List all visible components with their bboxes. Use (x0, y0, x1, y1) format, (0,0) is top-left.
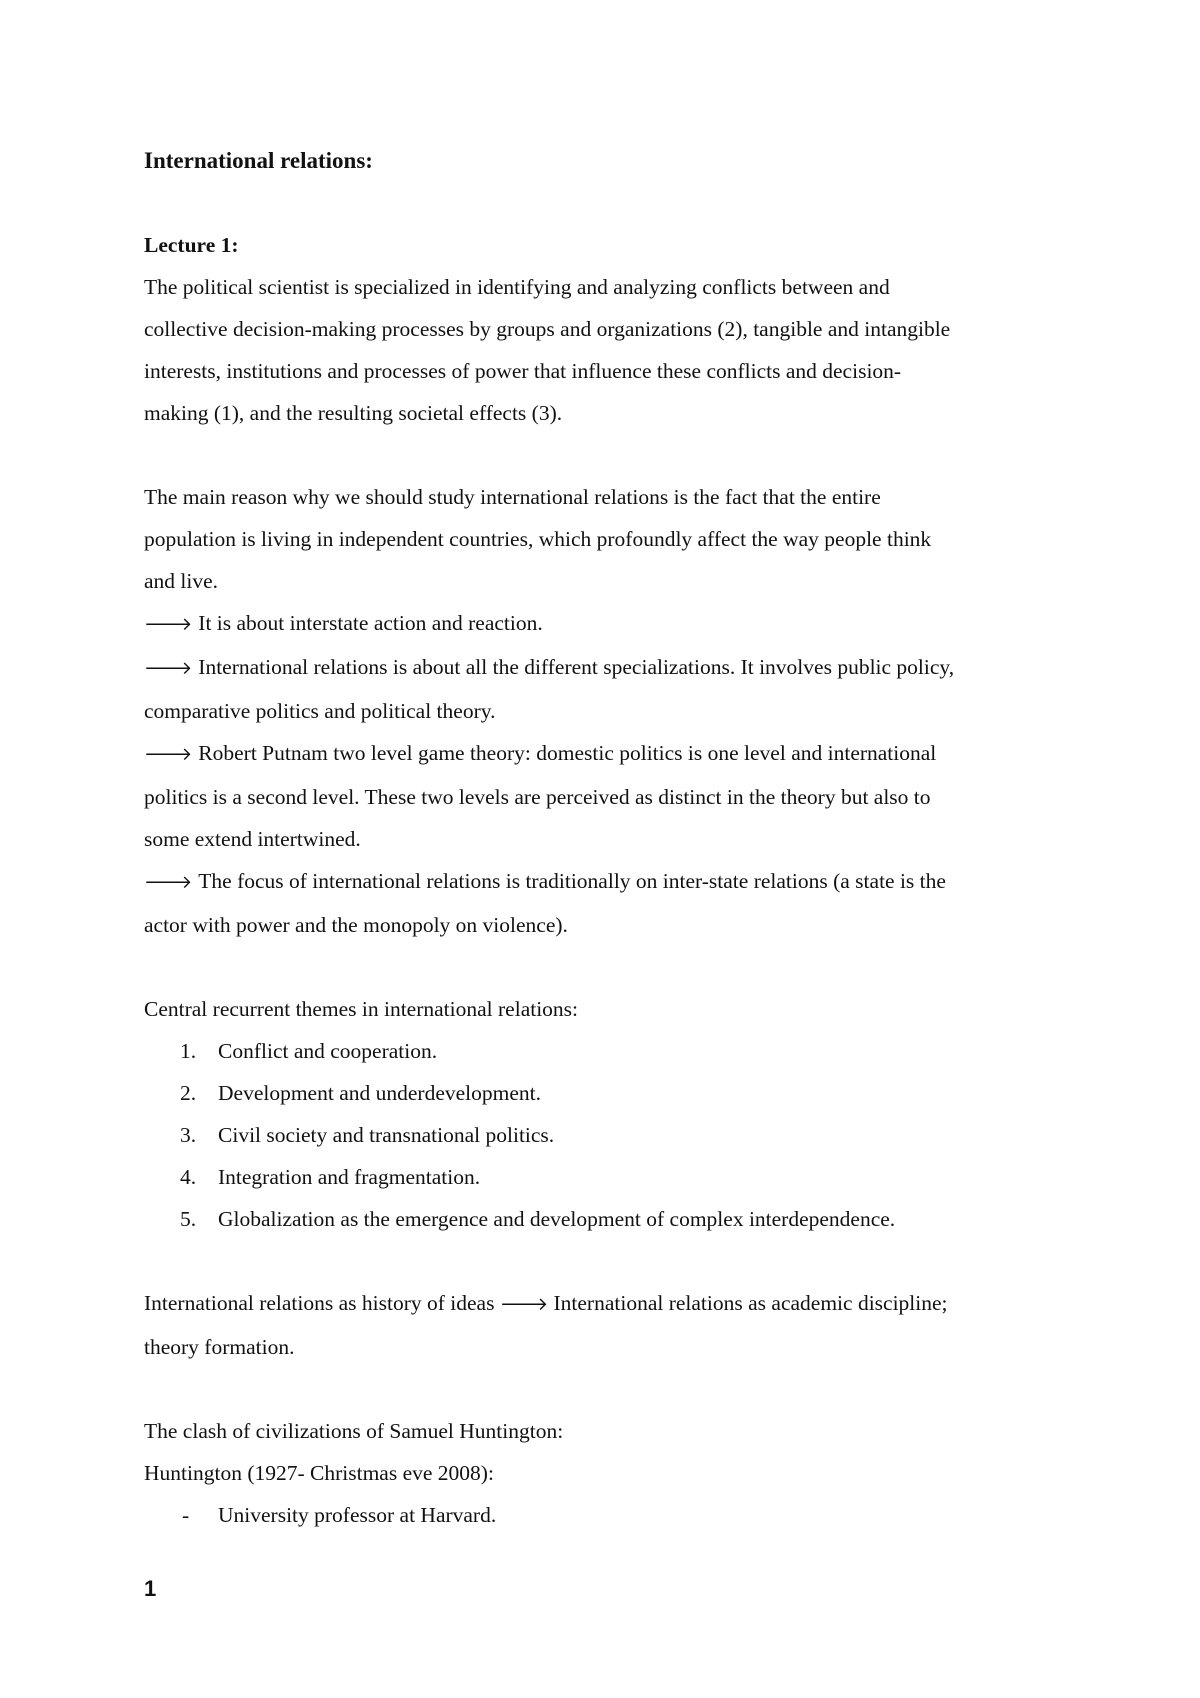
text-line: making (1), and the resulting societal effects (3). (144, 401, 563, 425)
list-item: 4. Integration and fragmentation. (180, 1165, 481, 1189)
lecture-heading: Lecture 1: (144, 233, 239, 257)
text-line: theory formation. (144, 1335, 295, 1359)
blank-line (144, 182, 1074, 224)
huntington-line: Huntington (1927- Christmas eve 2008): (144, 1461, 494, 1485)
text-line: International relations as history of ideas 🡒 International relations as academic discipline; (144, 1291, 948, 1315)
text-line: collective decision-making processes by groups and organizations (2), tangible and intangible (144, 317, 951, 341)
text-line: actor with power and the monopoly on violence). (144, 913, 568, 937)
list-item: 5. Globalization as the emergence and development of complex interdependence. (180, 1207, 896, 1231)
paragraph-history-of-ideas (144, 1282, 1074, 1368)
arrow-point (144, 646, 1074, 732)
text-line: politics is a second level. These two levels are perceived as distinct in the theory but also to (144, 785, 931, 809)
right-arrow-icon: 🡒 (144, 744, 193, 765)
blank-line (144, 1368, 1074, 1410)
text-line: population is living in independent countries, which profoundly affect the way people think (144, 527, 932, 551)
themes-intro: Central recurrent themes in international relations: (144, 997, 579, 1021)
huntington-bullets (144, 1494, 1074, 1536)
clash-heading: The clash of civilizations of Samuel Huntington: (144, 1419, 564, 1443)
text-line: and live. (144, 569, 219, 593)
text-line: 🡒 It is about interstate action and reaction. (144, 611, 543, 635)
blank-line (144, 946, 1074, 988)
text-line: 🡒 Robert Putnam two level game theory: domestic politics is one level and international (144, 741, 937, 765)
list-item: 1. Conflict and cooperation. (180, 1039, 438, 1063)
text-line: 🡒 International relations is about all the different specializations. It involves public policy, (144, 655, 955, 679)
text-line: interests, institutions and processes of power that influence these conflicts and decision- (144, 359, 902, 383)
right-arrow-icon: 🡒 (499, 1294, 549, 1315)
blank-line (144, 1240, 1074, 1282)
paragraph-political-scientist (144, 266, 1074, 434)
text-line: 🡒 The focus of international relations is traditionally on inter-state relations (a state is the (144, 869, 946, 893)
blank-line (144, 434, 1074, 476)
text-line: The political scientist is specialized in identifying and analyzing conflicts between and (144, 275, 890, 299)
arrow-point (144, 860, 1074, 946)
text-line: The main reason why we should study international relations is the fact that the entire (144, 485, 881, 509)
text-line: some extend intertwined. (144, 827, 361, 851)
arrow-point (144, 732, 1074, 860)
themes-list (144, 1030, 1074, 1240)
right-arrow-icon: 🡒 (144, 872, 193, 893)
document-body (144, 140, 1074, 1536)
list-item: 3. Civil society and transnational politics. (180, 1123, 555, 1147)
text-line: comparative politics and political theory. (144, 699, 496, 723)
page-number: 1 (144, 1576, 157, 1601)
arrow-point (144, 602, 1074, 646)
paragraph-main-reason (144, 476, 1074, 602)
right-arrow-icon: 🡒 (144, 614, 193, 635)
document-title: International relations: (144, 148, 373, 173)
list-item: - University professor at Harvard. (182, 1503, 497, 1527)
right-arrow-icon: 🡒 (144, 658, 193, 679)
list-item: 2. Development and underdevelopment. (180, 1081, 541, 1105)
